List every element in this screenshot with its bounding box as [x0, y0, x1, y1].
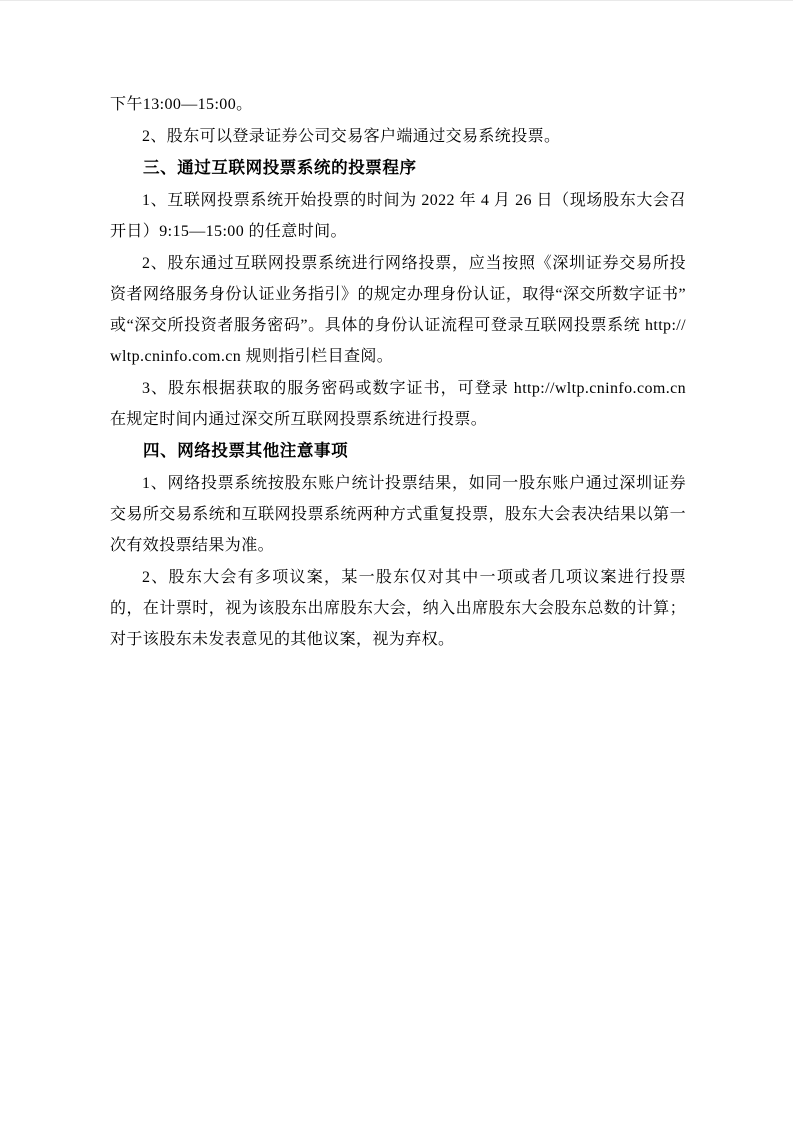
heading-section-three-internet-voting-procedure: 三、通过互联网投票系统的投票程序	[143, 159, 417, 177]
paragraph-internet-voting-start-time: 1、互联网投票系统开始投票的时间为 2022 年 4 月 26 日（现场股东大会召开日）9:15—15:00 的任意时间。	[110, 192, 686, 240]
paragraph-partial-voting-rule: 2、股东大会有多项议案，某一股东仅对其中一项或者几项议案进行投票的，在计票时，视为该股东出席股东大会，纳入出席股东大会股东总数的计算；对于该股东未发表意见的其他议案，视为弃权。	[110, 569, 686, 648]
paragraph-login-and-vote: 3、股东根据获取的服务密码或数字证书，可登录 http://wltp.cninfo.com.cn 在规定时间内通过深交所互联网投票系统进行投票。	[110, 380, 686, 428]
paragraph-trading-system-voting: 2、股东可以登录证券公司交易客户端通过交易系统投票。	[142, 128, 561, 145]
heading-section-four-other-notes: 四、网络投票其他注意事项	[143, 442, 349, 460]
paragraph-identity-authentication: 2、股东通过互联网投票系统进行网络投票，应当按照《深圳证券交易所投资者网络服务身份认证业务指引》的规定办理身份认证，取得“深交所数字证书”或“深交所投资者服务密码”。具体的身份认证流程可登录互联网投票系统 http://wltp.cninfo.com.cn 规则指引栏目查阅。	[110, 255, 686, 365]
paragraph-duplicate-voting-rule: 1、网络投票系统按股东账户统计投票结果，如同一股东账户通过深圳证券交易所交易系统和互联网投票系统两种方式重复投票，股东大会表决结果以第一 次有效投票结果为准。	[110, 475, 686, 554]
paragraph-session-time-continuation: 下午13:00—15:00。	[110, 96, 253, 113]
document-body	[110, 89, 686, 655]
